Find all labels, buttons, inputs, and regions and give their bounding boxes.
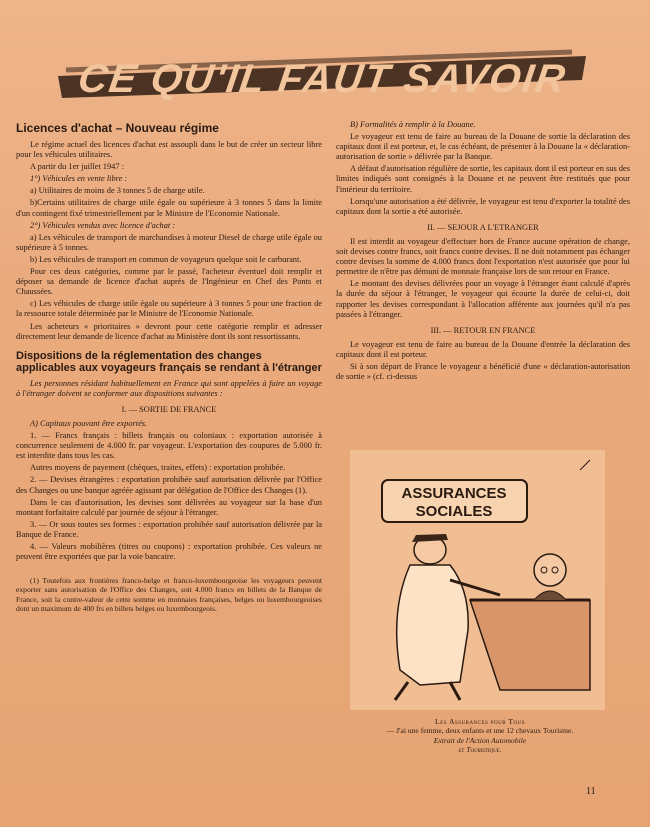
paragraph: Si à son départ de France le voyageur a bénéficié d'une « déclaration-autorisation de sortie » (cf. ci-dessus	[336, 361, 630, 382]
caption-credit-line2: et Touristique.	[458, 745, 502, 755]
intro-paragraph: Les personnes résidant habituellement en France qui sont appelées à faire un voyage à l'étranger doivent se conformer aux dispositions suivantes :	[16, 378, 322, 398]
paragraph: Pour ces deux catégories, comme par le passé, l'acheteur éventuel doit remplir et déposer sa demande de licence d'achat auprès de l'Ingénieur en Chef des Ponts et Chaussées.	[16, 267, 322, 297]
paragraph: 1°) Véhicules en vente libre :	[30, 174, 128, 184]
section-banner	[52, 40, 592, 110]
paragraph: 3. — Or sous toutes ses formes : exportation prohibée sauf autorisation délivrée par la Banque de France.	[16, 519, 322, 539]
section-heading: III. — RETOUR EN FRANCE	[430, 325, 536, 335]
footnote: (1) Toutefois aux frontières franco-belge et franco-luxembourgeoise les voyageurs peuvent exporter sans autorisation de l'Office des Changes, soit 4.000 francs en billets de la Banque de France, soit la contre-valeur de cette somme en monnaies françaises, belges ou luxembourgeoises dont un maximum de 400 frs en billets belges ou luxembourgeois.	[16, 576, 322, 613]
paragraph: Les acheteurs « prioritaires » devront pour cette catégorie remplir et adresser directement leur demande de licence d'achat au Ministère dont ils sont ressortissants.	[16, 321, 322, 341]
paragraph: 1. — Francs français : billets français ou coloniaux : exportation autorisée à concurrence seulement de 4.000 fr. par voyageur. L'exportation des coupures de 5.000 fr. est interdite dans tous les cas.	[16, 431, 322, 461]
banner-graphic	[52, 40, 592, 110]
paragraph: a) Utilitaires de moins de 3 tonnes 5 de charge utile.	[30, 186, 205, 196]
paragraph: Le voyageur est tenu de faire au bureau de la Douane de sortie la déclaration des capitaux dont il est porteur, et, le cas échéant, de présenter à la Douane la « déclaration-autorisation de sortie » délivrée par la Banque.	[336, 132, 630, 162]
sign-text-line2: SOCIALES	[415, 503, 493, 520]
caption-credit-line1: Extrait de l'Action Automobile	[433, 735, 527, 745]
sign-text-line1: ASSURANCES	[401, 485, 507, 502]
caption-text: — J'ai une femme, deux enfants et une 12 chevaux Tourisme.	[386, 726, 574, 736]
subheading: B) Formalités à remplir à la Douane.	[350, 120, 476, 129]
right-column	[336, 120, 630, 384]
paragraph: A défaut d'autorisation régulière de sortie, les capitaux dont il est porteur en sus des limites indiqués sont consignés à la Douane et ne peuvent être restitués que pour l'intérieur du territoire.	[336, 164, 630, 194]
paragraph: a) Les véhicules de transport de marchandises à moteur Diesel de charge utile égale ou supérieure à 5 tonnes.	[16, 232, 322, 252]
paragraph: Le régime actuel des licences d'achat est assoupli dans le but de créer un secteur libre pour les véhicules utilitaires.	[16, 140, 322, 160]
paragraph: Le montant des devises délivrées pour un voyage à l'étranger étant calculé d'après la durée du séjour à l'étranger, le voyageur qui écourte la durée de celui-ci, doit rapporter les devises correspondant à l'allocation afférente aux journées qu'il n'a pas passées à l'étranger.	[336, 279, 630, 319]
section-heading: I. — SORTIE DE FRANCE	[121, 404, 217, 414]
paragraph: Il est interdit au voyageur d'effectuer hors de France aucune opération de change, soit devises contre francs, soit francs contre devises. Il ne doit notamment pas échanger contre devises la somme de 4.000 francs dont l'exportation n'est autorisée que pour lui permettre de n'être pas démuni de monnaie française lors de son retour en France.	[336, 236, 630, 277]
paragraph: 2. — Devises étrangères : exportation prohibée sauf autorisation délivrée par l'Office des Changes ou une banque agréée agissant par délégation de l'Office des Changes (1).	[16, 475, 322, 495]
section-heading: II. — SEJOUR A L'ETRANGER	[427, 222, 539, 232]
paragraph: Le voyageur est tenu de faire au bureau de la Douane d'entrée la déclaration des capitaux dont il est porteur.	[336, 339, 630, 359]
caption-title: Les Assurances pour Tous	[435, 717, 525, 726]
heading-licences: Licences d'achat – Nouveau régime	[16, 121, 219, 135]
subheading: A) Capitaux pouvant être exportés.	[30, 418, 148, 428]
banner-title: CE QU'IL FAUT SAVOIR	[75, 56, 570, 101]
page-number: 11	[586, 786, 596, 797]
paragraph: b) Les véhicules de transport en commun de voyageurs quelque soit le carburant.	[30, 254, 302, 264]
illustration-caption	[360, 717, 600, 755]
cartoon-illustration	[350, 450, 605, 710]
paragraph: b)Certains utilitaires de charge utile égale ou supérieure à 3 tonnes 5 dans la limite d'un contingent fixé trimestriellement par le Ministre de l'Economie Nationale.	[16, 198, 322, 218]
paragraph: Lorsqu'une autorisation a été délivrée, le voyageur est tenu d'exporter la totalité des capitaux dont la sortie a été autorisée.	[336, 196, 630, 216]
left-column	[16, 120, 322, 615]
paragraph: Dans le cas d'autorisation, les devises sont délivrées au voyageur sur la base d'un montant forfaitaire calculé par journée de séjour à l'étranger.	[16, 497, 322, 517]
cartoon-drawing	[350, 450, 605, 710]
paragraph: Autres moyens de payement (chèques, traites, effets) : exportation prohibée.	[30, 463, 286, 473]
paragraph: 2°) Véhicules vendus avec licence d'achat :	[30, 220, 176, 230]
heading-dispositions: Dispositions de la réglementation des changes applicables aux voyageurs français se rendant à l'étranger	[16, 349, 322, 374]
paragraph: A partir du 1er juillet 1947 :	[30, 162, 124, 172]
paragraph: c) Les véhicules de charge utile égale ou supérieure à 3 tonnes 5 pour une fraction de la ressource totale déterminée par le Ministre de l'Economie Nationale.	[16, 299, 322, 319]
paragraph: 4. — Valeurs mobilières (titres ou coupons) : exportation prohibée. Ces valeurs ne peuvent être exportées que par la voie bancaire.	[16, 542, 322, 562]
